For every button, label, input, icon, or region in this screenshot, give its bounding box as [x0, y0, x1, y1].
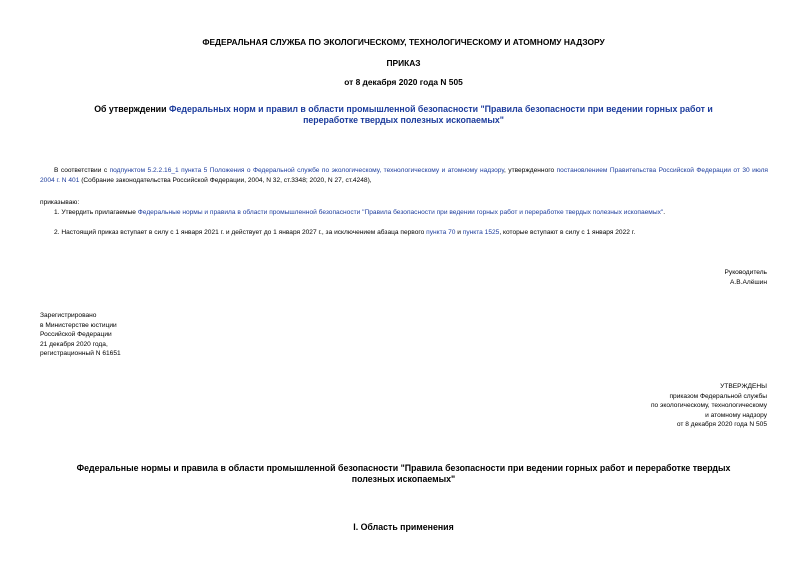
order-item-2: [54, 228, 768, 238]
order-word: приказываю:: [40, 199, 80, 206]
signature-role: Руководитель: [724, 269, 767, 276]
registration-block: [40, 311, 121, 359]
registration-line: 21 декабря 2020 года,: [40, 340, 108, 348]
registration-line: Зарегистрировано: [40, 312, 97, 319]
order-item-1: [54, 208, 768, 218]
item2-link-point-70[interactable]: пункта 70: [426, 229, 456, 236]
item2-link-point-1525[interactable]: пункта 1525: [462, 229, 500, 236]
preamble-link-regulation[interactable]: подпунктом 5.2.2.16_1 пункта 5 Положения о Федеральной службе по экологическому, технологическому и атомному надзору: [109, 167, 505, 174]
subject-prefix: Об утверждении: [94, 104, 169, 114]
agency-title: ФЕДЕРАЛЬНАЯ СЛУЖБА ПО ЭКОЛОГИЧЕСКОМУ, ТЕХНОЛОГИЧЕСКОМУ И АТОМНОМУ НАДЗОРУ: [202, 37, 605, 47]
approved-line: УТВЕРЖДЕНЫ: [720, 383, 767, 390]
document-date-number: от 8 декабря 2020 года N 505: [344, 77, 463, 87]
item2-text-1: 2. Настоящий приказ вступает в силу с 1 января 2021 г. и действует до 1 января 2027 г., за исключением абзаца первого: [54, 229, 427, 236]
signature-name: А.В.Алёшин: [730, 278, 767, 286]
document-type: ПРИКАЗ: [386, 58, 421, 68]
approved-block: [651, 382, 767, 430]
rules-title: Федеральные нормы и правила в области промышленной безопасности "Правила безопасности при ведении горных работ и переработке твердых полезных ископаемых": [76, 463, 731, 484]
item2-text-3: , которые вступают в силу с 1 января 2022 г.: [499, 229, 636, 236]
section-1-title: I. Область применения: [353, 522, 454, 532]
preamble-link-decree[interactable]: постановлением Правительства Российской Федерации от 30 июля 2004 г. N 401: [40, 167, 768, 184]
registration-line: в Министерстве юстиции: [40, 321, 117, 329]
item1-link-rules[interactable]: Федеральные нормы и правила в области промышленной безопасности "Правила безопасности при ведении горных работ и переработке твердых полезных ископаемых": [137, 209, 664, 216]
subject-link[interactable]: Федеральных норм и правил в области промышленной безопасности "Правила безопасности при ведении горных работ и переработке твердых полезных ископаемых": [168, 104, 713, 125]
preamble-text-1: В соответствии с: [54, 167, 110, 174]
approved-line: приказом Федеральной службы: [669, 392, 767, 400]
document-subject: [70, 104, 737, 126]
approved-line: по экологическому, технологическому: [650, 402, 767, 410]
item1-text-1: 1. Утвердить прилагаемые: [54, 209, 138, 216]
item1-text-2: .: [663, 209, 666, 216]
registration-line: регистрационный N 61651: [40, 350, 121, 358]
item2-text-2: и: [455, 229, 463, 236]
signature-block: [725, 268, 767, 287]
preamble-paragraph: [40, 166, 768, 185]
approved-line: от 8 декабря 2020 года N 505: [676, 421, 767, 429]
registration-line: Российской Федерации: [40, 331, 112, 339]
preamble-text-3: (Собрание законодательства Российской Федерации, 2004, N 32, ст.3348; 2020, N 27, ст.4248),: [79, 176, 372, 184]
approved-line: и атомному надзору: [705, 411, 767, 419]
preamble-text-2: , утвержденного: [504, 167, 557, 174]
